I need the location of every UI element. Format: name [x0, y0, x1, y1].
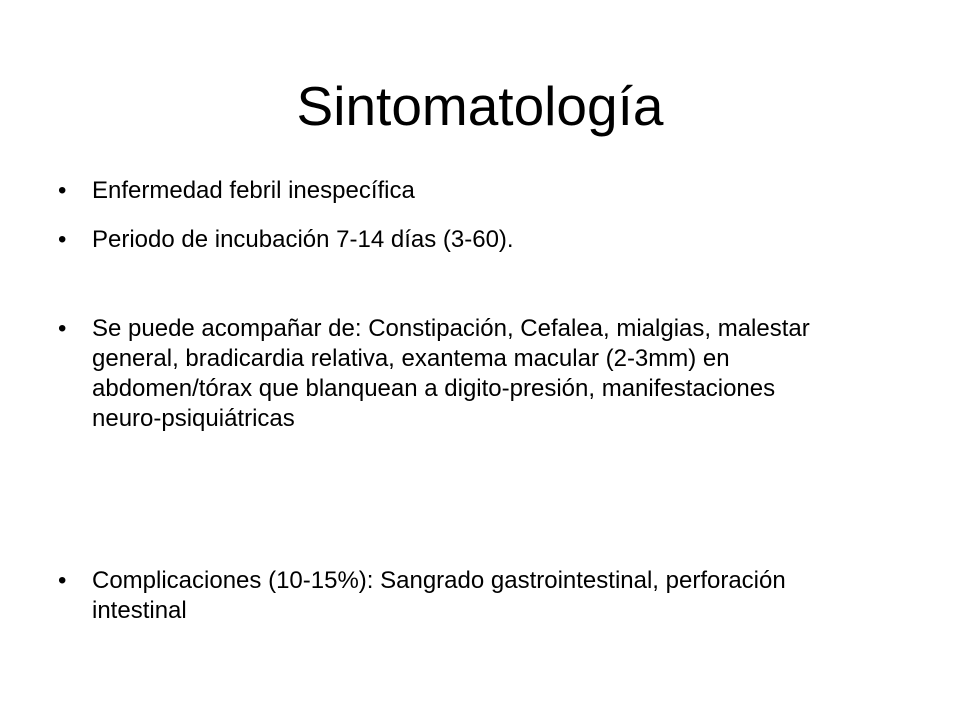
bullet-item	[58, 314, 848, 434]
bullet-text: Complicaciones (10-15%): Sangrado gastrointestinal, perforación intestinal	[92, 567, 786, 624]
bullet-item	[58, 176, 848, 206]
bullet-dot: •	[58, 226, 67, 253]
bullet-item	[58, 566, 848, 626]
bullet-item	[58, 225, 848, 255]
bullet-dot: •	[58, 315, 67, 342]
bullet-text: Se puede acompañar de: Constipación, Cefalea, mialgias, malestar general, bradicardia relativa, exantema macular (2-3mm) en abdomen/tórax que blanquean a digito-presión, manifestaciones neuro-psiquiátricas	[92, 315, 810, 432]
bullet-text: Periodo de incubación 7-14 días (3-60).	[92, 226, 514, 253]
bullet-dot: •	[58, 567, 67, 594]
bullet-text: Enfermedad febril inespecífica	[92, 177, 415, 204]
bullet-dot: •	[58, 177, 67, 204]
slide-title: Sintomatología	[296, 75, 664, 137]
